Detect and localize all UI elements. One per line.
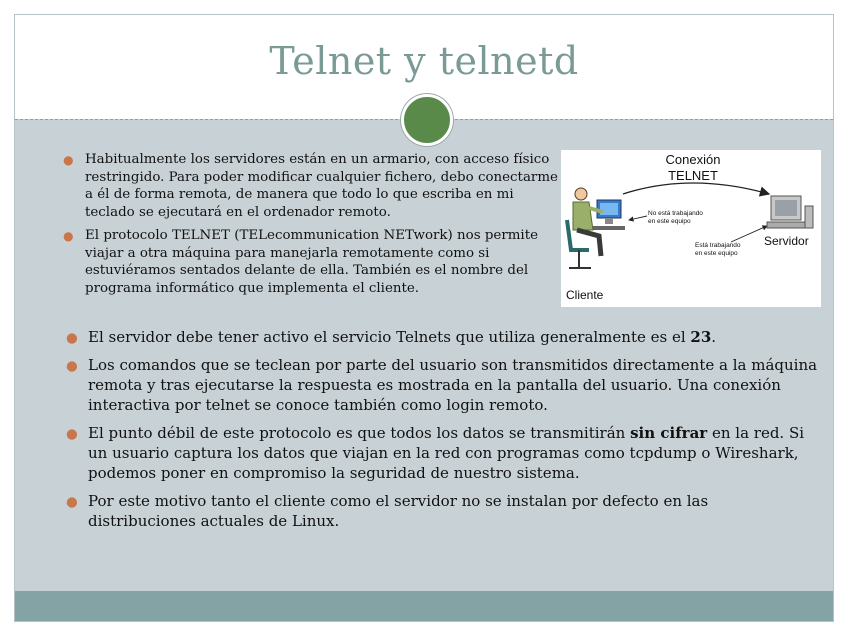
server-note-arrow <box>731 226 767 242</box>
bottom-bullet-list <box>66 327 818 539</box>
bullet-text: Por este motivo tanto el cliente como el servidor no se instalan por defecto en las distribuciones actuales de Linux. <box>88 492 709 530</box>
person-at-computer-icon <box>567 188 625 268</box>
bullet-text: Habitualmente los servidores están en un armario, con acceso físico restringido. Para poder modificar cualquier fichero, debo conectarme a él de forma remota, de manera que todo lo que escriba en mi teclado se ejecutará en el ordenador remoto. <box>85 152 558 220</box>
client-note-line1: No está trabajando <box>648 210 703 217</box>
bullet-icon: ● <box>66 426 78 443</box>
list-item <box>66 491 818 531</box>
bullet-icon: ● <box>66 358 78 375</box>
list-item <box>63 227 565 297</box>
list-item <box>66 327 818 347</box>
client-note <box>648 210 703 226</box>
bullet-bold-text: sin cifrar <box>630 424 708 442</box>
diagram-graphics <box>561 150 821 307</box>
telnet-diagram <box>561 150 821 307</box>
slide-title: Telnet y telnetd <box>269 39 579 83</box>
client-note-arrow <box>629 216 647 220</box>
bullet-text-end: . <box>711 328 717 346</box>
connection-arrow <box>623 183 769 194</box>
bullet-text-end: en la red. Si un usuario captura los datos que viajan en la red con programas como tcpdump o Wireshark, podemos poner en compromiso la seguridad de nuestro sistema. <box>88 424 805 482</box>
bullet-text: Los comandos que se teclean por parte del usuario son transmitidos directamente a la máquina remota y tras ejecutarse la respuesta es mostrada en la pantalla del usuario. Una conexión interactiva por telnet se conoce también como login remoto. <box>88 356 818 414</box>
list-item <box>66 423 818 483</box>
diagram-heading-line2: TELNET <box>668 168 718 183</box>
list-item <box>66 355 818 415</box>
slide <box>14 14 834 622</box>
bullet-icon: ● <box>66 494 78 511</box>
bullet-icon: ● <box>63 229 74 244</box>
server-note-line1: Está trabajando <box>695 242 741 249</box>
diagram-heading-line1: Conexión <box>665 152 721 167</box>
client-note-line2: en este equipo <box>648 218 691 225</box>
bullet-text: El punto débil de este protocolo es que todos los datos se transmitirán <box>88 424 631 442</box>
server-label: Servidor <box>764 234 809 248</box>
client-label: Cliente <box>566 288 604 302</box>
list-item <box>63 151 565 221</box>
server-note <box>695 242 741 258</box>
server-note-line2: en este equipo <box>695 250 738 257</box>
bullet-icon: ● <box>66 330 78 347</box>
bullet-text: El servidor debe tener activo el servicio Telnets que utiliza generalmente es el <box>88 328 691 346</box>
bullet-icon: ● <box>63 153 74 168</box>
server-computer-icon <box>767 196 813 228</box>
decorative-circle-icon <box>401 94 453 146</box>
bullet-bold-text: 23 <box>690 328 712 346</box>
footer-band <box>15 591 833 621</box>
top-bullet-list <box>63 151 565 303</box>
bullet-text: El protocolo TELNET (TELecommunication NETwork) nos permite viajar a otra máquina para manejarla remotamente como si estuviéramos sentados delante de ella. También es el nombre del programa informático que implementa el cliente. <box>85 228 539 296</box>
